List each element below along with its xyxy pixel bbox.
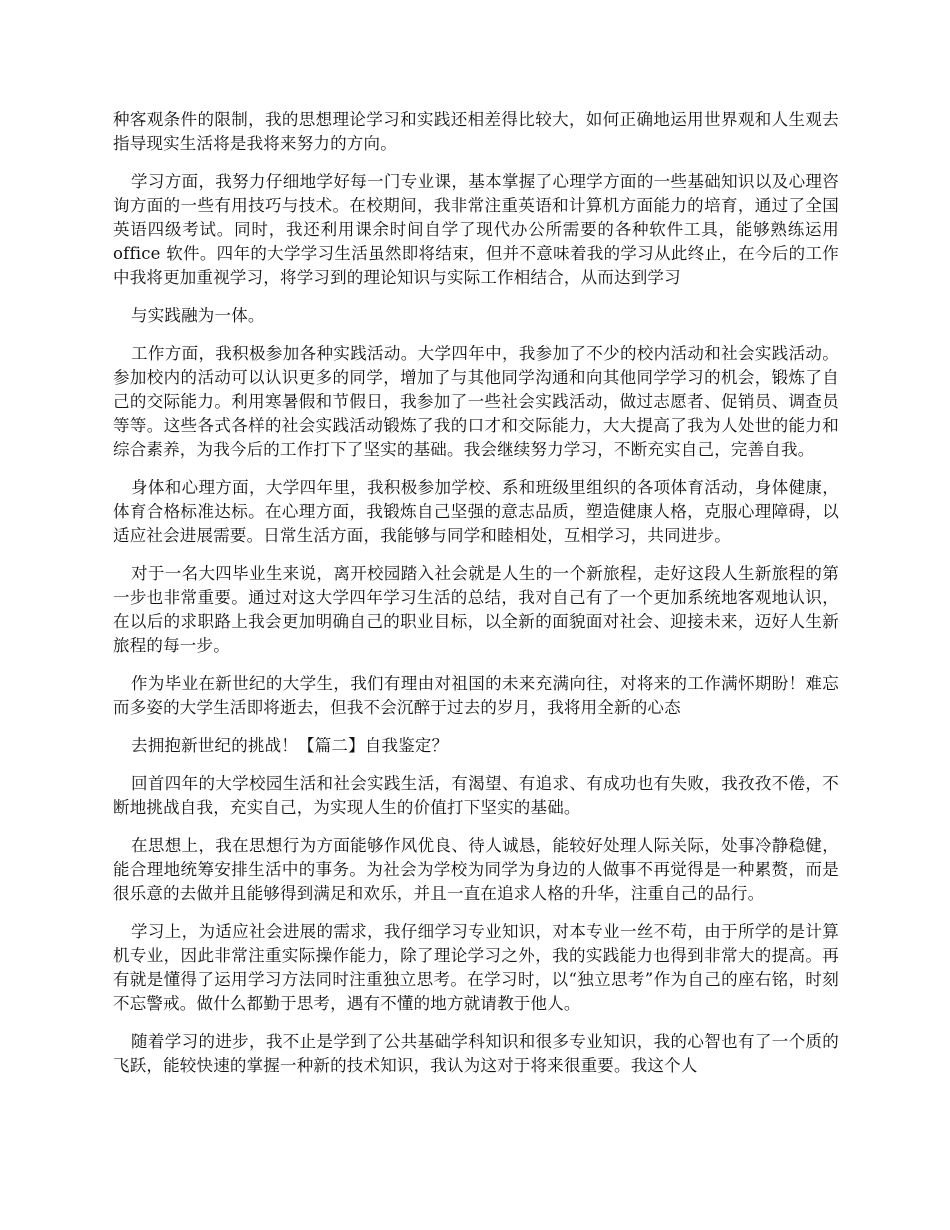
paragraph-4: 工作方面，我积极参加各种实践活动。大学四年中，我参加了不少的校内活动和社会实践活动。参加校内的活动可以认识更多的同学，增加了与其他同学沟通和向其他同学学习的机会，锻炼了自己的交际能力。利用寒暑假和节假日，我参加了一些社会实践活动，做过志愿者、促销员、调查员等等。这些各式各样的社会实践活动锻炼了我的口才和交际能力，大大提高了我为人处世的能力和综合素养，为我今后的工作打下了坚实的基础。我会继续努力学习，不断充实自己，完善自我。 xyxy=(113,344,839,459)
paragraph-12: 随着学习的进步，我不止是学到了公共基础学科知识和很多专业知识，我的心智也有了一个质的飞跃，能较快速的掌握一种新的技术知识，我认为这对于将来很重要。我这个人 xyxy=(113,1032,839,1075)
paragraph-6: 对于一名大四毕业生来说，离开校园踏入社会就是人生的一个新旅程，走好这段人生新旅程的第一步也非常重要。通过对这大学四年学习生活的总结，我对自己有了一个更加系统地客观地认识，在以后的求职路上我会更加明确自己的职业目标，以全新的面貌面对社会、迎接未来，迈好人生新旅程的每一步。 xyxy=(113,564,839,655)
document-page xyxy=(113,108,839,1092)
paragraph-2: 学习方面，我努力仔细地学好每一门专业课，基本掌握了心理学方面的一些基础知识以及心理咨询方面的一些有用技巧与技术。在校期间，我非常注重英语和计算机方面能力的培育，通过了全国英语四级考试。同时，我还利用课余时间自学了现代办公所需要的各种软件工具，能够熟练运用 office 软件。四年的大学学习生活虽然即将结束，但并不意味着我的学习从此终止，在今后的工作中我将更加重视学习，将学习到的理论知识与实际工作相结合，从而达到学习 xyxy=(113,172,839,287)
paragraph-3: 与实践融为一体。 xyxy=(131,306,265,325)
paragraph-11: 学习上，为适应社会进展的需求，我仔细学习专业知识，对本专业一丝不苟，由于所学的是计算机专业，因此非常注重实际操作能力，除了理论学习之外，我的实践能力也得到非常大的提高。再有就是懂得了运用学习方法同时注重独立思考。在学习时，以“独立思考”作为自己的座右铭，时刻不忘警戒。做什么都勤于思考，遇有不懂的地方就请教于他人。 xyxy=(113,922,839,1013)
paragraph-5: 身体和心理方面，大学四年里，我积极参加学校、系和班级里组织的各项体育活动，身体健康，体育合格标准达标。在心理方面，我锻炼自己坚强的意志品质，塑造健康人格，克服心理障碍，以适应社会进展需要。日常生活方面，我能够与同学和睦相处，互相学习，共同进步。 xyxy=(113,478,839,545)
paragraph-8: 去拥抱新世纪的挑战！【篇二】自我鉴定？ xyxy=(131,736,449,755)
paragraph-9: 回首四年的大学校园生活和社会实践生活，有渴望、有追求、有成功也有失败，我孜孜不倦，不断地挑战自我，充实自己，为实现人生的价值打下坚实的基础。 xyxy=(113,774,839,817)
paragraph-7: 作为毕业在新世纪的大学生，我们有理由对祖国的未来充满向往，对将来的工作满怀期盼！难忘而多姿的大学生活即将逝去，但我不会沉醉于过去的岁月，我将用全新的心态 xyxy=(113,674,839,717)
paragraph-1: 种客观条件的限制，我的思想理论学习和实践还相差得比较大，如何正确地运用世界观和人生观去指导现实生活将是我将来努力的方向。 xyxy=(113,110,839,153)
paragraph-10: 在思想上，我在思想行为方面能够作风优良、待人诚恳，能较好处理人际关际，处事冷静稳健，能合理地统筹安排生活中的事务。为社会为学校为同学为身边的人做事不再觉得是一种累赘，而是很乐意的去做并且能够得到满足和欢乐，并且一直在追求人格的升华，注重自己的品行。 xyxy=(113,836,839,903)
